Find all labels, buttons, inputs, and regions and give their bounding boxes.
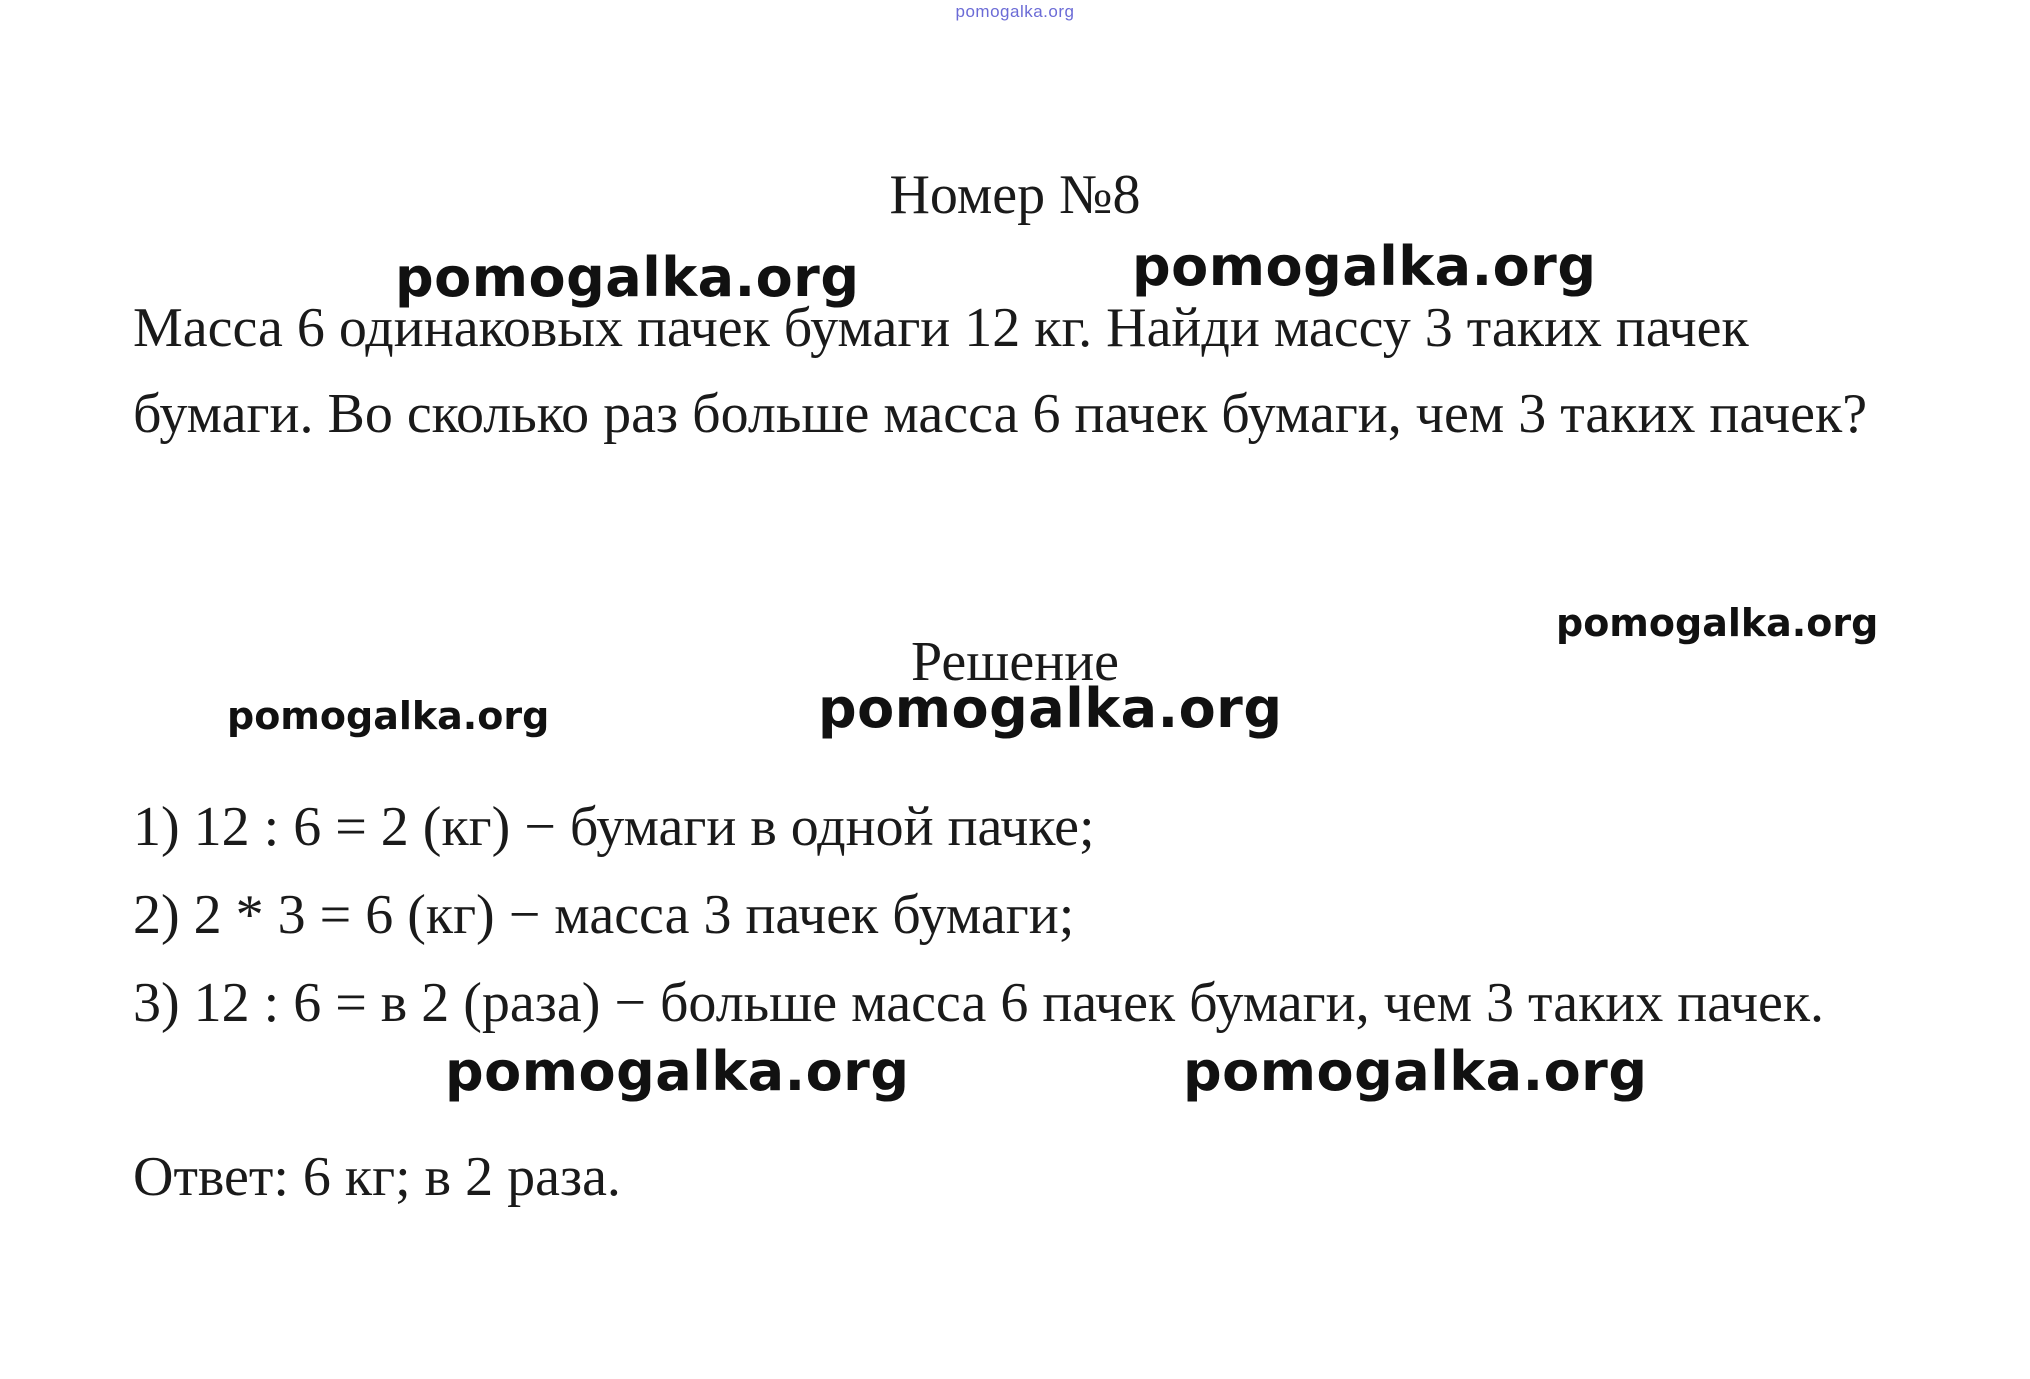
solution-steps (133, 783, 1923, 1047)
problem-statement: Масса 6 одинаковых пачек бумаги 12 кг. Найди массу 3 таких пачек бумаги. Во сколько раз больше масса 6 пачек бумаги, чем 3 таких пачек? (133, 297, 1868, 445)
solution-step-2: 2) 2 * 3 = 6 (кг) − масса 3 пачек бумаги; (133, 884, 1075, 946)
solution-step-1: 1) 12 : 6 = 2 (кг) − бумаги в одной пачке; (133, 796, 1095, 858)
watermark-2: pomogalka.org (1132, 235, 1597, 298)
watermark-4: pomogalka.org (227, 694, 550, 738)
site-url-header[interactable]: pomogalka.org (955, 2, 1075, 21)
page-title: Номер №8 (889, 164, 1141, 226)
watermark-1: pomogalka.org (395, 246, 860, 309)
answer-line: Ответ: 6 кг; в 2 раза. (133, 1146, 621, 1208)
solution-heading: Решение (910, 631, 1120, 693)
solution-step-3: 3) 12 : 6 = в 2 (раза) − больше масса 6 пачек бумаги, чем 3 таких пачек. (133, 972, 1825, 1034)
watermark-5: pomogalka.org (818, 677, 1283, 740)
watermark-7: pomogalka.org (1183, 1040, 1648, 1103)
watermark-3: pomogalka.org (1556, 601, 1879, 645)
watermark-6: pomogalka.org (445, 1040, 910, 1103)
